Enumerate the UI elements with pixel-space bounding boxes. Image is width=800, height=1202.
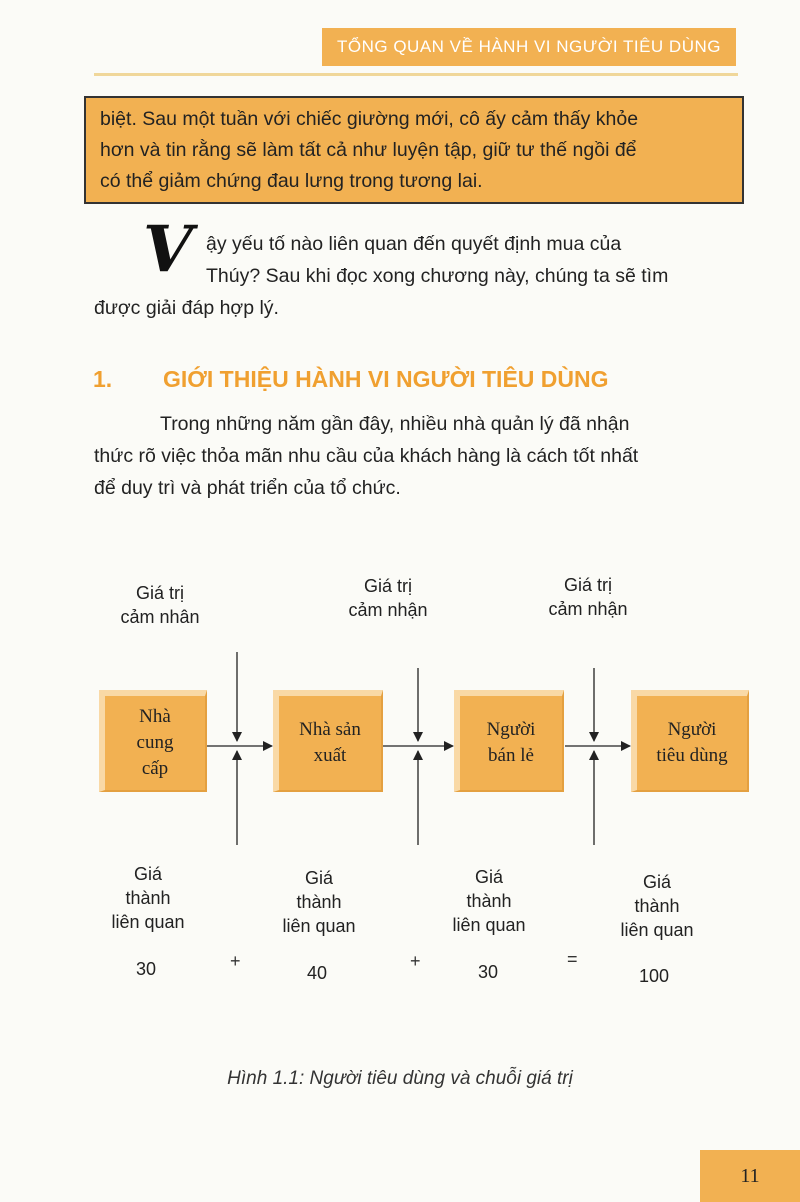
section-title: GIỚI THIỆU HÀNH VI NGƯỜI TIÊU DÙNG xyxy=(163,366,609,392)
paragraph-line: Trong những năm gần đây, nhiều nhà quản lý đã nhận xyxy=(160,413,630,435)
consumer-box: Người tiêu dùng xyxy=(631,690,749,792)
section-number: 1. xyxy=(93,366,113,392)
page-number: 11 xyxy=(700,1150,800,1202)
related-cost-label: Giá thành liên quan xyxy=(282,868,356,936)
related-cost-label: Giá thành liên quan xyxy=(452,867,526,935)
perceived-value-label: Giá trị cảm nhận xyxy=(348,576,428,620)
intro-line: Thúy? Sau khi đọc xong chương này, chúng ta sẽ tìm xyxy=(206,265,669,287)
perceived-value-label: Giá trị cảm nhận xyxy=(548,575,628,619)
retailer-box: Người bán lẻ xyxy=(454,690,564,792)
related-cost-label: Giá thành liên quan xyxy=(111,864,185,932)
cost-value: 40 xyxy=(307,963,328,983)
related-cost-label: Giá thành liên quan xyxy=(620,872,694,940)
intro-line: được giải đáp hợp lý. xyxy=(94,297,279,319)
intro-line: ậy yếu tố nào liên quan đến quyết định mua của xyxy=(206,233,622,255)
paragraph-line: thức rõ việc thỏa mãn nhu cầu của khách hàng là cách tốt nhất xyxy=(94,445,639,467)
figure-caption: Hình 1.1: Người tiêu dùng và chuỗi giá trị xyxy=(227,1068,573,1089)
equals-operator: = xyxy=(567,949,578,969)
plus-operator: + xyxy=(410,951,421,971)
perceived-value-label: Giá trị cảm nhân xyxy=(120,583,200,627)
supplier-box: Nhà cung cấp xyxy=(99,690,207,792)
cost-value: 100 xyxy=(639,966,670,986)
running-header: TỔNG QUAN VỀ HÀNH VI NGƯỜI TIÊU DÙNG xyxy=(322,28,736,66)
callout-line: có thể giảm chứng đau lưng trong tương lai. xyxy=(100,170,483,192)
paragraph-line: để duy trì và phát triển của tổ chức. xyxy=(94,477,401,499)
callout-line: biệt. Sau một tuần với chiếc giường mới, cô ấy cảm thấy khỏe xyxy=(100,108,639,130)
cost-value: 30 xyxy=(136,959,157,979)
drop-cap: V xyxy=(143,212,193,287)
plus-operator: + xyxy=(230,951,241,971)
cost-value: 30 xyxy=(478,962,499,982)
callout-line: hơn và tin rằng sẽ làm tất cả như luyện tập, giữ tư thế ngồi để xyxy=(100,139,637,161)
manufacturer-box: Nhà sản xuất xyxy=(273,690,383,792)
